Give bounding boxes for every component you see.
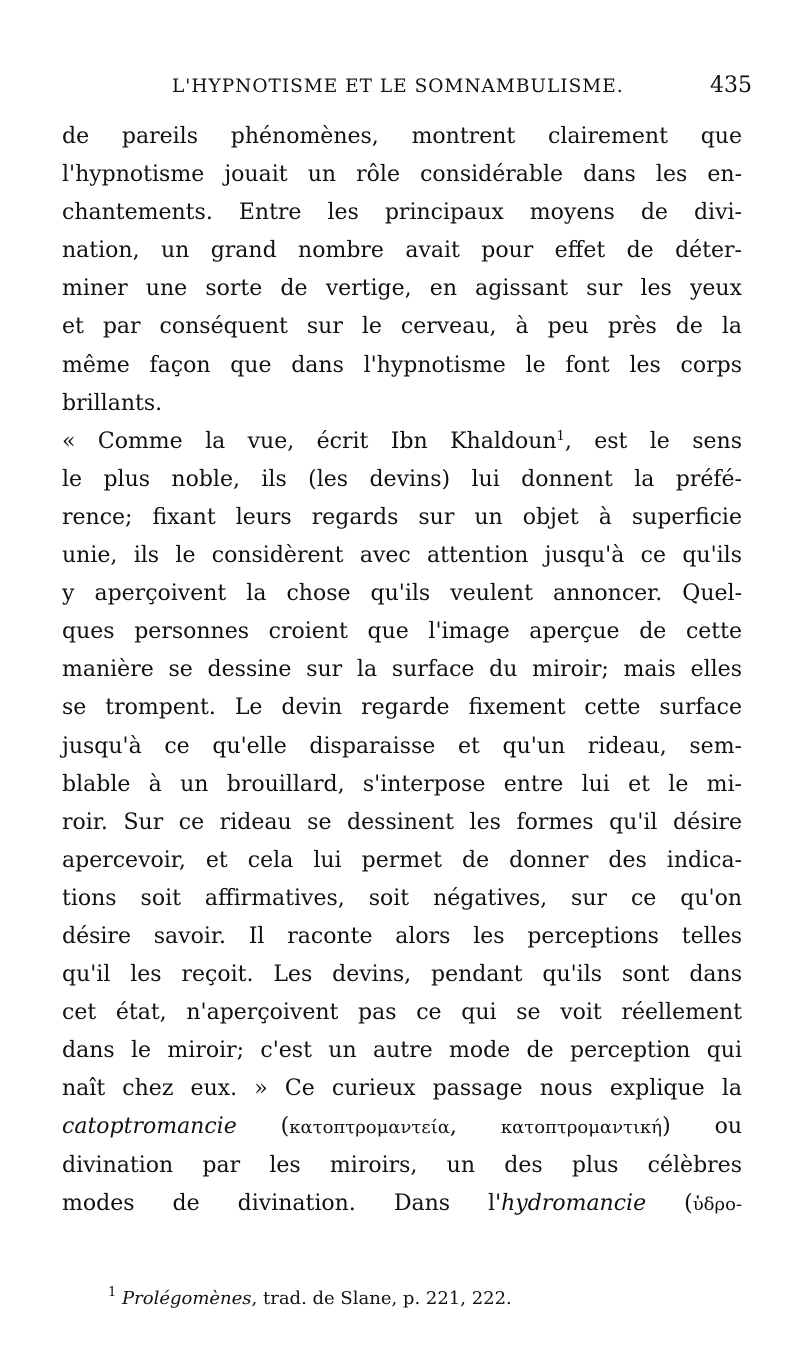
text-line: de pareils phénomènes, montrent clairement que	[62, 124, 742, 149]
text-line: apercevoir, et cela lui permet de donner des indica-	[62, 847, 742, 873]
text-line: unie, ils le considèrent avec attention jusqu'à ce qu'ils	[62, 543, 742, 569]
text-line	[62, 1185, 742, 1223]
text-line: cet état, n'aperçoivent pas ce qui se voit réellement	[62, 1000, 742, 1026]
text-fragment: ,	[449, 1114, 501, 1140]
text-line: le plus noble, ils (les devins) lui donnent la préfé-	[62, 466, 742, 492]
text-line: y aperçoivent la chose qu'ils veulent annoncer. Quel-	[62, 581, 742, 607]
text-line: nation, un grand nombre avait pour effet de déter-	[62, 238, 742, 264]
text-line: rence; fixant leurs regards sur un objet à superficie	[62, 504, 742, 530]
text-line: chantements. Entre les principaux moyens de divi-	[62, 200, 742, 226]
italic-term: hydromancie	[501, 1190, 647, 1216]
text-line	[62, 423, 742, 461]
greek-term: ὑδρο-	[692, 1193, 742, 1215]
text-line: qu'il les reçoit. Les devins, pendant qu'ils sont dans	[62, 962, 742, 988]
running-head-title: L'HYPNOTISME ET LE SOMNAMBULISME.	[172, 76, 624, 97]
text-line: naît chez eux. » Ce curieux passage nous explique la	[62, 1076, 742, 1102]
text-line: ques personnes croient que l'image aperçue de cette	[62, 619, 742, 645]
text-fragment: (	[646, 1190, 693, 1216]
footnote-marker: 1	[108, 1285, 117, 1300]
text-line: se trompent. Le devin regarde fixement cette surface	[62, 695, 742, 721]
text-fragment: modes de divination. Dans l'	[62, 1190, 502, 1216]
quote-open: « Comme la vue, écrit Ibn Khaldoun	[62, 428, 557, 454]
text-line: divination par les miroirs, un des plus célèbres	[62, 1152, 742, 1178]
text-fragment: ) ou	[662, 1114, 742, 1140]
footnote	[108, 1286, 668, 1312]
main-text	[62, 118, 742, 1223]
text-line: désire savoir. Il raconte alors les perceptions telles	[62, 923, 742, 949]
text-fragment: (	[236, 1114, 290, 1140]
footnote-work-title: Prolégomènes	[122, 1288, 252, 1309]
text-fragment: , est le sens	[564, 428, 742, 454]
text-line: dans le miroir; c'est un autre mode de perception qui	[62, 1038, 742, 1064]
text-line: même façon que dans l'hypnotisme le font les corps	[62, 352, 742, 378]
running-head	[172, 73, 752, 106]
footnote-reference: 1	[556, 428, 565, 444]
text-line: tions soit affirmatives, soit négatives, sur ce qu'on	[62, 885, 742, 911]
text-line: jusqu'à ce qu'elle disparaisse et qu'un rideau, sem-	[62, 733, 742, 759]
footnote-text: , trad. de Slane, p. 221, 222.	[251, 1288, 512, 1309]
text-line: blable à un brouillard, s'interpose entre lui et le mi-	[62, 771, 742, 797]
text-line: manière se dessine sur la surface du miroir; mais elles	[62, 657, 742, 683]
text-line: roir. Sur ce rideau se dessinent les formes qu'il désire	[62, 809, 742, 835]
text-line: et par conséquent sur le cerveau, à peu près de la	[62, 314, 742, 340]
text-line	[62, 1108, 742, 1146]
text-line: l'hypnotisme jouait un rôle considérable dans les en-	[62, 162, 742, 188]
greek-term: κατοπτρομαντική	[500, 1117, 663, 1139]
greek-term: κατοπτρομαντεία	[289, 1117, 450, 1139]
text-line: brillants.	[62, 390, 163, 416]
text-line: miner une sorte de vertige, en agissant sur les yeux	[62, 276, 742, 302]
page-number: 435	[710, 73, 752, 98]
italic-term: catoptromancie	[62, 1114, 237, 1140]
